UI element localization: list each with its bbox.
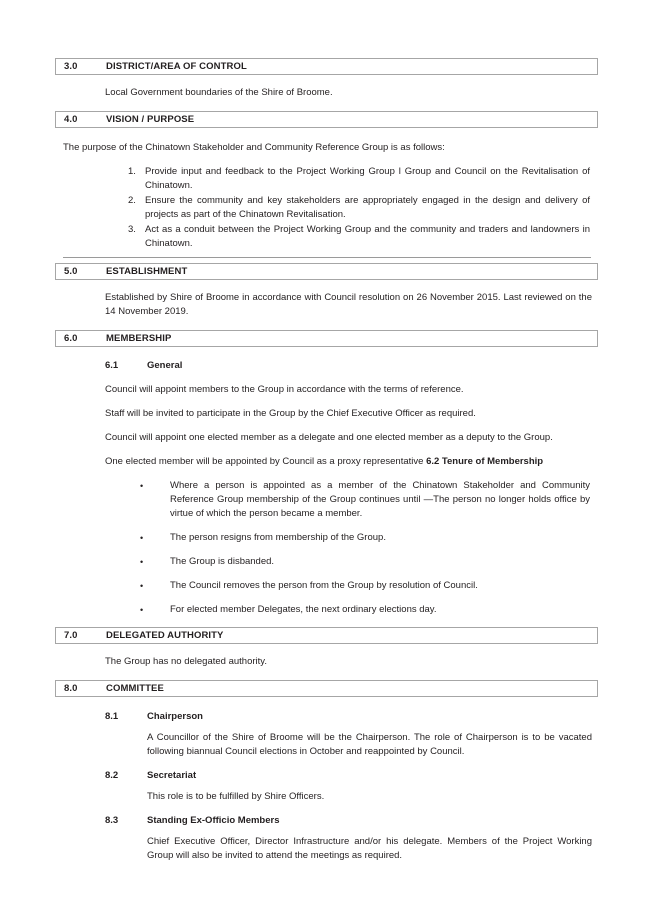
list-item-text: Act as a conduit between the Project Working Group and the community and traders and landowners in Chinatown.	[145, 224, 590, 249]
list-item-text: The person resigns from membership of the Group.	[170, 532, 386, 543]
section-number: 6.0	[64, 333, 78, 344]
section-header-8	[55, 680, 598, 697]
section-header-3	[55, 58, 598, 75]
section-number: 4.0	[64, 114, 78, 125]
subsection-heading-8-3	[105, 815, 598, 826]
bullet-icon: •	[140, 557, 144, 567]
list-item	[140, 555, 590, 569]
tenure-heading-inline: 6.2 Tenure of Membership	[426, 456, 544, 467]
section-number: 8.0	[64, 683, 78, 694]
subsection-title: Chairperson	[147, 711, 203, 722]
list-item-text: For elected member Delegates, the next ordinary elections day.	[170, 604, 437, 615]
section-header-4	[55, 111, 598, 128]
list-item-number: 2.	[128, 195, 136, 206]
section-title: MEMBERSHIP	[106, 333, 172, 344]
section-title: ESTABLISHMENT	[106, 266, 188, 277]
list-item	[140, 479, 590, 521]
list-item	[128, 165, 590, 193]
subsection-8-2-body: This role is to be fulfilled by Shire Officers.	[147, 791, 325, 802]
section-number: 5.0	[64, 266, 78, 277]
section-divider-rule	[63, 257, 591, 258]
section-4-intro: The purpose of the Chinatown Stakeholder and Community Reference Group is as follows:	[63, 142, 445, 153]
list-item	[140, 531, 590, 545]
section-header-6	[55, 330, 598, 347]
purpose-list	[55, 165, 598, 251]
list-item-number: 1.	[128, 166, 136, 177]
subsection-title: General	[147, 360, 183, 371]
subsection-number: 8.2	[105, 770, 119, 781]
section-7-body: The Group has no delegated authority.	[105, 656, 267, 667]
bullet-icon: •	[140, 581, 144, 591]
list-item	[128, 194, 590, 222]
subsection-number: 8.1	[105, 711, 119, 722]
bullet-icon: •	[140, 533, 144, 543]
list-item-number: 3.	[128, 224, 136, 235]
section-5-body: Established by Shire of Broome in accordance with Council resolution on 26 November 2015. Last reviewed on the 14 November 2019.	[105, 292, 592, 317]
membership-paragraph-1: Council will appoint members to the Group in accordance with the terms of reference.	[105, 384, 464, 395]
subsection-number: 8.3	[105, 815, 119, 826]
list-item-text: Where a person is appointed as a member of the Chinatown Stakeholder and Community Reference Group membership of the Group continues until —The person no longer holds office by virtue of which the person became a member.	[170, 480, 590, 519]
list-item	[140, 603, 590, 617]
section-3-body: Local Government boundaries of the Shire of Broome.	[105, 87, 333, 98]
subsection-8-1-body: A Councillor of the Shire of Broome will be the Chairperson. The role of Chairperson is to be vacated following biannual Council elections in October and reappointed by Council.	[147, 732, 592, 757]
subsection-title: Standing Ex-Officio Members	[147, 815, 280, 826]
bullet-icon: •	[140, 481, 144, 491]
subsection-number: 6.1	[105, 360, 119, 371]
list-item-text: The Council removes the person from the Group by resolution of Council.	[170, 580, 478, 591]
membership-paragraph-3: Council will appoint one elected member as a delegate and one elected member as a deputy to the Group.	[105, 432, 553, 443]
bullet-icon: •	[140, 605, 144, 615]
runon-text: One elected member will be appointed by Council as a proxy representative	[105, 456, 427, 467]
list-item-text: The Group is disbanded.	[170, 556, 275, 567]
section-number: 3.0	[64, 61, 78, 72]
section-title: VISION / PURPOSE	[106, 114, 195, 125]
subsection-title: Secretariat	[147, 770, 197, 781]
list-item-text: Ensure the community and key stakeholders are appropriately engaged in the design and delivery of projects as part of the Chinatown Revitalisation.	[145, 195, 590, 220]
section-header-7	[55, 627, 598, 644]
membership-paragraph-runon	[105, 455, 592, 469]
subsection-heading-8-2	[105, 770, 598, 781]
list-item-text: Provide input and feedback to the Project Working Group l Group and Council on the Revitalisation of Chinatown.	[145, 166, 590, 191]
section-title: DISTRICT/AREA OF CONTROL	[106, 61, 247, 72]
list-item	[128, 223, 590, 251]
subsection-heading-6-1	[105, 360, 598, 371]
membership-paragraph-2: Staff will be invited to participate in the Group by the Chief Executive Officer as required.	[105, 408, 476, 419]
tenure-bullet-list	[55, 479, 598, 617]
subsection-heading-8-1	[105, 711, 598, 722]
section-header-5	[55, 263, 598, 280]
list-item	[140, 579, 590, 593]
section-title: COMMITTEE	[106, 683, 164, 694]
subsection-8-3-body: Chief Executive Officer, Director Infrastructure and/or his delegate. Members of the Project Working Group will also be invited to attend the meetings as required.	[147, 836, 592, 861]
section-title: DELEGATED AUTHORITY	[106, 630, 224, 641]
section-number: 7.0	[64, 630, 78, 641]
